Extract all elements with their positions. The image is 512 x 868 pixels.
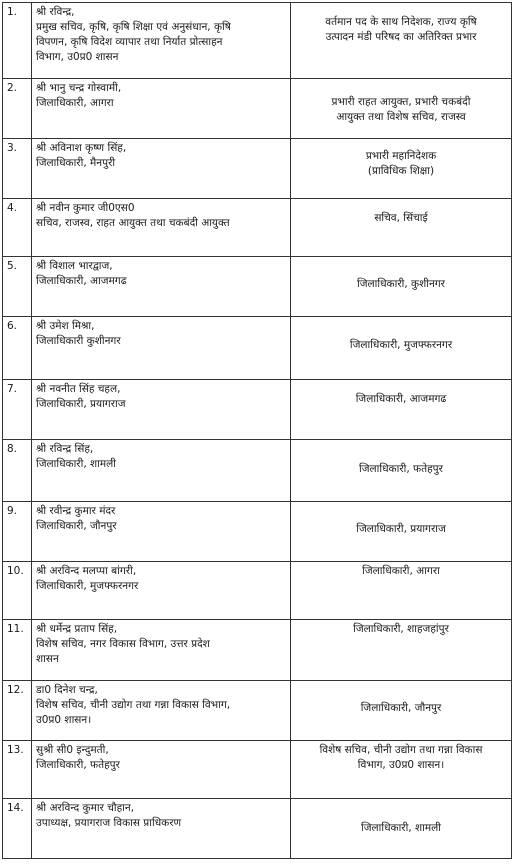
new-posting: [291, 741, 512, 799]
new-posting: [291, 257, 512, 317]
officer-current-post: [32, 3, 291, 79]
officer-line: श्री रवीन्द्र कुमार मंदर: [36, 505, 116, 517]
officer-line: जिलाधिकारी, मुजफ्फरनगर: [36, 580, 139, 592]
officer-current-post: [32, 380, 291, 440]
officer-line: उ0प्र0 शासन।: [36, 714, 92, 726]
officer-line: श्री नवनीत सिंह चहल,: [36, 383, 121, 395]
officer-line: विशेष सचिव, नगर विकास विभाग, उत्तर प्रदेश: [36, 638, 210, 650]
posting-line: विशेष सचिव, चीनी उद्योग तथा गन्ना विकास: [319, 744, 483, 756]
officer-current-post: [32, 799, 291, 859]
officer-line: सचिव, राजस्व, राहत आयुक्त तथा चकबंदी आयुक्त: [36, 217, 230, 229]
table-row: [3, 741, 512, 799]
officer-current-post: [32, 257, 291, 317]
serial-number: 5.: [3, 257, 32, 317]
serial-number: 1.: [3, 3, 32, 79]
posting-line: जिलाधिकारी, कुशीनगर: [357, 278, 445, 290]
table-row: [3, 199, 512, 257]
officer-current-post: [32, 502, 291, 562]
new-posting: [291, 440, 512, 502]
new-posting: [291, 502, 512, 562]
posting-line: जिलाधिकारी, मुजफ्फरनगर: [349, 339, 453, 351]
officer-line: श्री रविन्द्र सिंह,: [36, 443, 94, 455]
table-row: [3, 139, 512, 199]
officer-line: जिलाधिकारी, शामली: [36, 458, 116, 470]
officer-current-post: [32, 562, 291, 620]
officer-current-post: [32, 79, 291, 139]
posting-line: (प्राविधिक शिक्षा): [367, 165, 435, 177]
serial-number: 9.: [3, 502, 32, 562]
officer-line: शासन: [36, 653, 59, 665]
transfer-table-body: [3, 3, 512, 859]
new-posting: [291, 139, 512, 199]
posting-line: जिलाधिकारी, प्रयागराज: [356, 523, 446, 535]
officer-line: जिलाधिकारी, जौनपुर: [36, 520, 117, 532]
officer-line: श्री अविनाश कृष्ण सिंह,: [36, 142, 127, 154]
new-posting: [291, 199, 512, 257]
serial-number: 6.: [3, 317, 32, 380]
table-row: [3, 799, 512, 859]
serial-number: 14.: [3, 799, 32, 859]
posting-line: जिलाधिकारी, शामली: [361, 822, 441, 834]
officer-line: श्री अरविन्द मलप्पा बांगरी,: [36, 565, 137, 577]
officer-line: विभाग, उ0प्र0 शासन: [36, 51, 119, 63]
officer-current-post: [32, 620, 291, 681]
new-posting: [291, 620, 512, 681]
officer-current-post: [32, 317, 291, 380]
officer-line: जिलाधिकारी, आजमगढ: [36, 275, 127, 287]
transfer-table: [2, 2, 512, 859]
posting-line: जिलाधिकारी, फतेहपुर: [359, 463, 443, 475]
officer-line: उपाध्यक्ष, प्रयागराज विकास प्राधिकरण: [36, 817, 182, 829]
table-row: [3, 257, 512, 317]
officer-current-post: [32, 139, 291, 199]
table-row: [3, 562, 512, 620]
officer-line: जिलाधिकारी, प्रयागराज: [36, 398, 126, 410]
officer-current-post: [32, 440, 291, 502]
posting-line: वर्तमान पद के साथ निदेशक, राज्य कृषि: [325, 16, 477, 28]
table-row: [3, 79, 512, 139]
posting-line: जिलाधिकारी, आजमगढ: [355, 393, 447, 405]
serial-number: 8.: [3, 440, 32, 502]
officer-current-post: [32, 681, 291, 741]
posting-line: जिलाधिकारी, आगरा: [362, 565, 440, 577]
table-row: [3, 502, 512, 562]
serial-number: 13.: [3, 741, 32, 799]
officer-line: जिलाधिकारी, फतेहपुर: [36, 759, 120, 771]
officer-line: विपणन, कृषि विदेश व्यापार तथा निर्यात प्रोत्साहन: [36, 36, 223, 48]
new-posting: [291, 799, 512, 859]
officer-line: श्री नवीन कुमार जी0एस0: [36, 202, 135, 214]
serial-number: 7.: [3, 380, 32, 440]
posting-line: प्रभारी राहत आयुक्त, प्रभारी चकबंदी: [331, 96, 471, 108]
officer-line: सुश्री सी0 इन्दुमती,: [36, 744, 109, 756]
posting-line: जिलाधिकारी, शाहजहांपुर: [353, 623, 449, 635]
serial-number: 2.: [3, 79, 32, 139]
new-posting: [291, 562, 512, 620]
officer-line: जिलाधिकारी, मैनपुरी: [36, 157, 116, 169]
posting-line: उत्पादन मंडी परिषद का अतिरिक्त प्रभार: [325, 31, 477, 43]
officer-line: डा0 दिनेश चन्द्र,: [36, 684, 98, 696]
new-posting: [291, 681, 512, 741]
officer-line: प्रमुख सचिव, कृषि, कृषि शिक्षा एवं अनुसंधान, कृषि: [36, 21, 231, 33]
table-row: [3, 681, 512, 741]
officer-line: जिलाधिकारी, आगरा: [36, 97, 114, 109]
posting-line: विभाग, उ0प्र0 शासन।: [357, 759, 445, 771]
officer-line: विशेष सचिव, चीनी उद्योग तथा गन्ना विकास विभाग,: [36, 699, 231, 711]
posting-line: आयुक्त तथा विशेष सचिव, राजस्व: [336, 111, 466, 123]
officer-line: श्री विशाल भारद्वाज,: [36, 260, 113, 272]
table-row: [3, 3, 512, 79]
new-posting: [291, 79, 512, 139]
posting-line: सचिव, सिंचाई: [374, 212, 428, 224]
table-row: [3, 440, 512, 502]
posting-line: प्रभारी महानिदेशक: [365, 150, 437, 162]
posting-line: जिलाधिकारी, जौनपुर: [360, 702, 442, 714]
table-row: [3, 317, 512, 380]
officer-line: श्री उमेश मिश्रा,: [36, 320, 95, 332]
new-posting: [291, 317, 512, 380]
officer-line: जिलाधिकारी कुशीनगर: [36, 335, 121, 347]
officer-line: श्री अरविन्द कुमार चौहान,: [36, 802, 135, 814]
new-posting: [291, 380, 512, 440]
serial-number: 3.: [3, 139, 32, 199]
officer-line: श्री धर्मेन्द्र प्रताप सिंह,: [36, 623, 118, 635]
officer-current-post: [32, 199, 291, 257]
serial-number: 11.: [3, 620, 32, 681]
serial-number: 12.: [3, 681, 32, 741]
table-row: [3, 380, 512, 440]
serial-number: 4.: [3, 199, 32, 257]
serial-number: 10.: [3, 562, 32, 620]
officer-line: श्री भानु चन्द्र गोस्वामी,: [36, 82, 122, 94]
new-posting: [291, 3, 512, 79]
officer-line: श्री रविन्द्र,: [36, 6, 75, 18]
officer-current-post: [32, 741, 291, 799]
table-row: [3, 620, 512, 681]
